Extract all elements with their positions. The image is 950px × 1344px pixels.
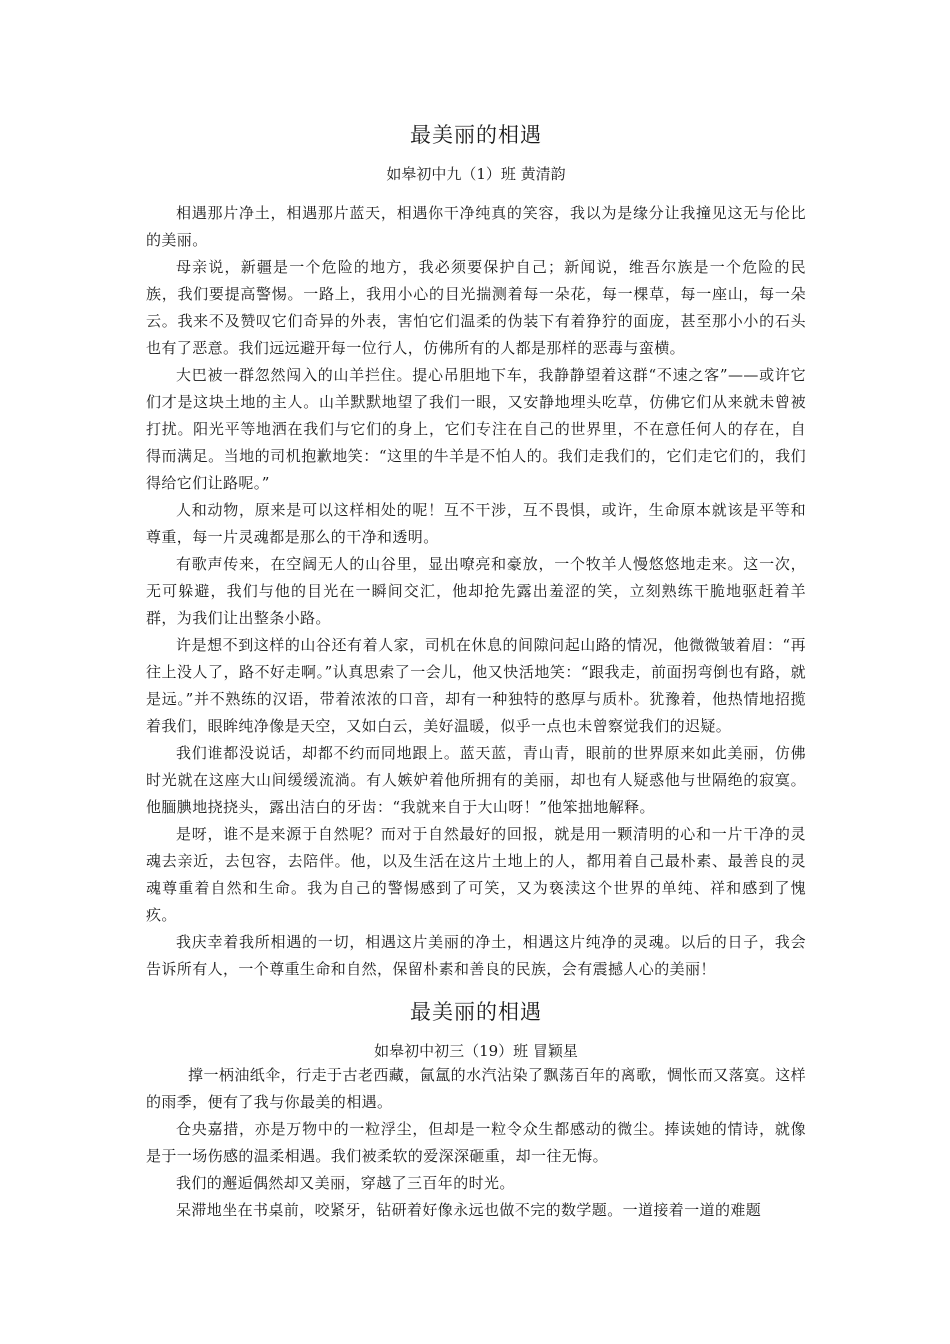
essay-title: 最美丽的相遇 — [410, 1000, 542, 1024]
paragraph: 母亲说，新疆是一个危险的地方，我必须要保护自己；新闻说，维吾尔族是一个危险的民族，我们要提高警惕。一路上，我用小心的目光揣测着每一朵花，每一棵草，每一座山，每一朵云。我来不及赞叹它们奇异的外表，害怕它们温柔的伪装下有着狰狞的面庞，甚至那小小的石头也有了恶意。我们远远避开每一位行人，仿佛所有的人都是那样的恶毒与蛮横。 — [146, 258, 806, 357]
paragraph: 呆滞地坐在书桌前，咬紧牙，钻研着好像永远也做不完的数学题。一道接着一道的难题 — [176, 1201, 762, 1219]
essay-2 — [146, 998, 806, 1224]
essay-author: 如皋初中初三（19）班 冒颖星 — [374, 1042, 578, 1060]
paragraph: 是呀，谁不是来源于自然呢？而对于自然最好的回报，就是用一颗清明的心和一片干净的灵魂去亲近，去包容，去陪伴。他，以及生活在这片土地上的人，都用着自己最朴素、最善良的灵魂尊重着自然和生命。我为自己的警惕感到了可笑，又为亵渎这个世界的单纯、祥和感到了愧疚。 — [146, 825, 806, 924]
paragraph: 我们的邂逅偶然却又美丽，穿越了三百年的时光。 — [176, 1174, 515, 1192]
paragraph: 撑一柄油纸伞，行走于古老西藏，氤氲的水汽沾染了飘荡百年的离歌，惆怅而又落寞。这样的雨季，便有了我与你最美的相遇。 — [146, 1066, 806, 1111]
paragraph: 相遇那片净土，相遇那片蓝天，相遇你干净纯真的笑容，我以为是缘分让我撞见这无与伦比的美丽。 — [146, 204, 806, 249]
essay-1 — [146, 121, 806, 983]
paragraph: 仓央嘉措，亦是万物中的一粒浮尘，但却是一粒令众生都感动的微尘。捧读她的情诗，就像是于一场伤感的温柔相遇。我们被柔软的爱深深砸重，却一往无悔。 — [146, 1120, 806, 1165]
essay-title: 最美丽的相遇 — [410, 123, 542, 147]
paragraph: 大巴被一群忽然闯入的山羊拦住。提心吊胆地下车，我静静望着这群“不速之客”——或许它们才是这块土地的主人。山羊默默地望了我们一眼，又安静地埋头吃草，仿佛它们从来就未曾被打扰。阳光平等地洒在我们与它们的身上，它们专注在自己的世界里，不在意任何人的存在，自得而满足。当地的司机抱歉地笑：“这里的牛羊是不怕人的。我们走我们的，它们走它们的，我们得给它们让路呢。” — [146, 366, 806, 492]
paragraph: 人和动物，原来是可以这样相处的呢！互不干涉，互不畏惧，或许，生命原本就该是平等和尊重，每一片灵魂都是那么的干净和透明。 — [146, 501, 806, 546]
essay-author: 如皋初中九（1）班 黄清韵 — [386, 165, 566, 183]
paragraph: 我们谁都没说话，却都不约而同地跟上。蓝天蓝，青山青，眼前的世界原来如此美丽，仿佛时光就在这座大山间缓缓流淌。有人嫉妒着他所拥有的美丽，却也有人疑惑他与世隔绝的寂寞。他腼腆地挠挠头，露出洁白的牙齿：“我就来自于大山呀！”他笨拙地解释。 — [146, 744, 806, 816]
paragraph: 有歌声传来，在空阔无人的山谷里，显出嘹亮和豪放，一个牧羊人慢悠悠地走来。这一次，无可躲避，我们与他的目光在一瞬间交汇，他却抢先露出羞涩的笑，立刻熟练干脆地驱赶着羊群，为我们让出整条小路。 — [146, 555, 806, 627]
paragraph: 许是想不到这样的山谷还有着人家，司机在休息的间隙问起山路的情况，他微微皱着眉：“再往上没人了，路不好走啊。”认真思索了一会儿，他又快活地笑：“跟我走，前面拐弯倒也有路，就是远。”并不熟练的汉语，带着浓浓的口音，却有一种独特的憨厚与质朴。犹豫着，他热情地招揽着我们，眼眸纯净像是天空，又如白云，美好温暖，似乎一点也未曾察觉我们的迟疑。 — [146, 636, 806, 735]
paragraph: 我庆幸着我所相遇的一切，相遇这片美丽的净土，相遇这片纯净的灵魂。以后的日子，我会告诉所有人，一个尊重生命和自然，保留朴素和善良的民族，会有震撼人心的美丽！ — [146, 933, 806, 978]
